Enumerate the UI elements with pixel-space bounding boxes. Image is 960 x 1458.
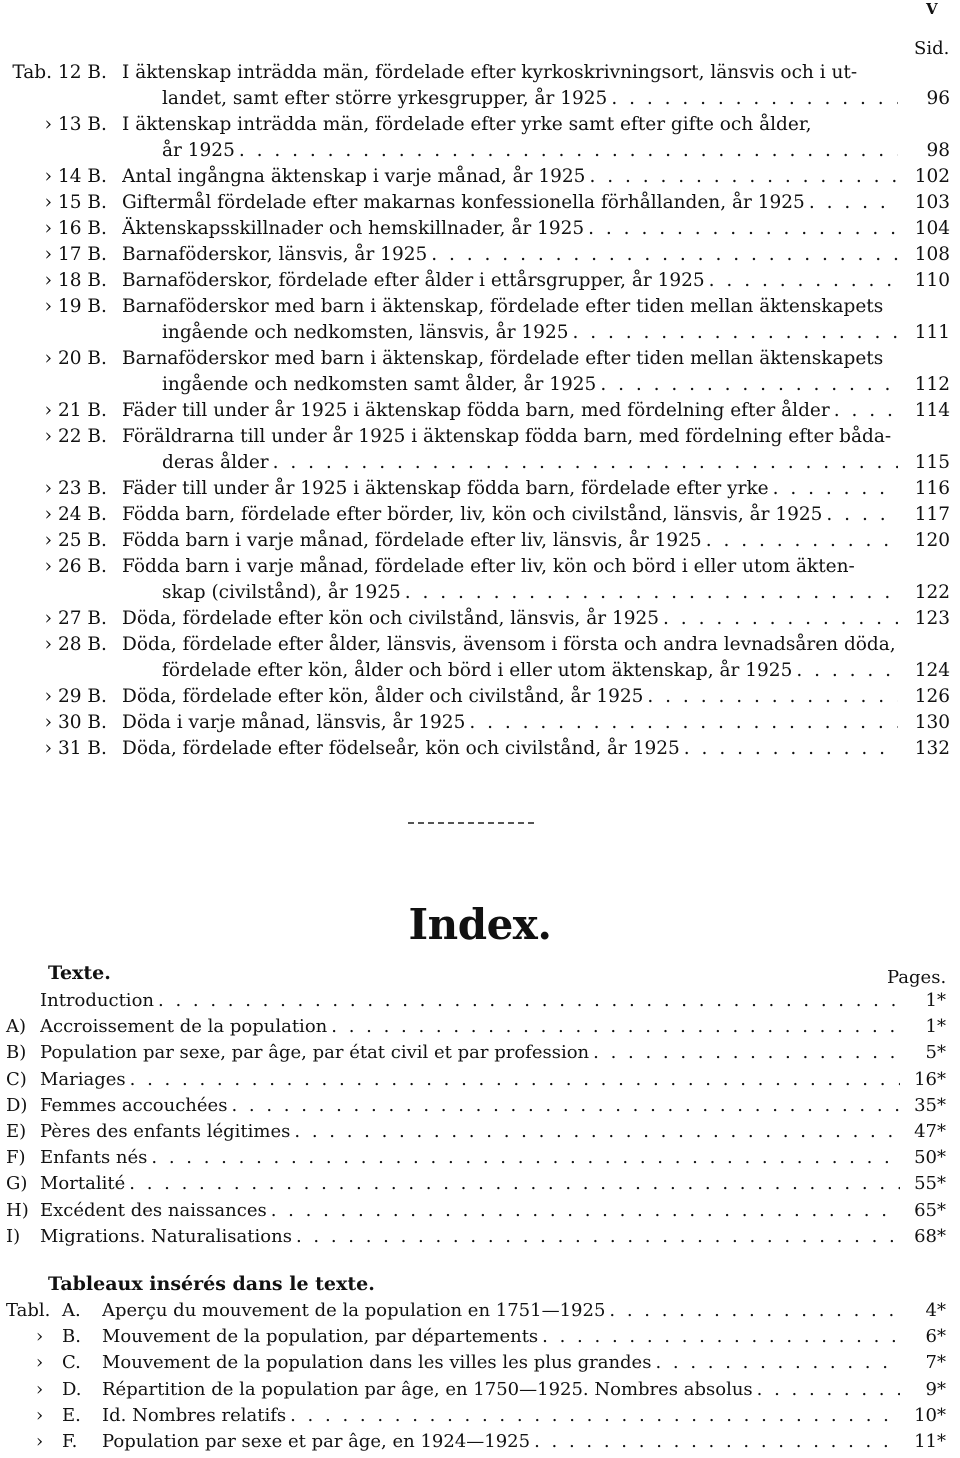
toc-label: 14 B.	[58, 166, 107, 187]
tableau-title-wrap	[102, 1377, 906, 1403]
toc-title	[122, 346, 904, 372]
toc-entry	[0, 190, 960, 216]
dot-leader	[296, 1224, 900, 1250]
toc-label: 25 B.	[58, 530, 107, 551]
toc-prefix: ›	[44, 348, 52, 369]
tableau-prefix: ›	[36, 1431, 44, 1453]
toc-page: 104	[914, 218, 950, 239]
index-label: G)	[6, 1173, 28, 1195]
toc-line	[0, 294, 960, 320]
toc-label: 31 B.	[58, 738, 107, 759]
toc-title-text: Fäder till under år 1925 i äktenskap födda barn, med fördelning efter ålder	[122, 400, 830, 421]
toc-label: 13 B.	[58, 114, 107, 135]
toc-line	[0, 502, 960, 528]
dot-leader	[331, 1014, 900, 1040]
toc-prefix: ›	[44, 244, 52, 265]
tableau-label: E.	[62, 1404, 81, 1426]
toc-page: 117	[914, 504, 950, 525]
toc-entry	[0, 112, 960, 164]
dot-leader	[826, 502, 898, 528]
tableau-page: 4*	[925, 1300, 946, 1321]
toc-label: 20 B.	[58, 348, 107, 369]
toc-page: 108	[914, 244, 950, 265]
index-title-text-wrap	[40, 1119, 906, 1145]
toc-line	[0, 86, 960, 112]
toc-page: 102	[914, 166, 950, 187]
toc-entry	[0, 242, 960, 268]
toc-label: 19 B.	[58, 296, 107, 317]
toc-title	[122, 242, 904, 268]
index-entry	[0, 1119, 960, 1145]
toc-title-text: Barnaföderskor med barn i äktenskap, fördelade efter tiden mellan äktenskapets	[122, 348, 884, 369]
toc-line	[0, 476, 960, 502]
toc-title	[162, 138, 904, 164]
toc-label: 12 B.	[58, 62, 107, 83]
toc-title	[162, 658, 904, 684]
index-title-text-wrap	[40, 1145, 906, 1171]
dot-leader	[709, 268, 898, 294]
toc-line	[0, 658, 960, 684]
index-text: Enfants nés	[40, 1147, 148, 1169]
toc-prefix: ›	[44, 556, 52, 577]
toc-prefix: ›	[44, 166, 52, 187]
dot-leader	[593, 1040, 900, 1066]
toc-line	[0, 424, 960, 450]
index-text: Introduction	[40, 990, 154, 1011]
sid-column-header: Sid.	[914, 38, 950, 59]
toc-label: 22 B.	[58, 426, 107, 447]
tableau-entry	[0, 1324, 960, 1350]
tableau-entry	[0, 1350, 960, 1376]
toc-title-text: deras ålder	[162, 452, 269, 473]
tableau-entry	[0, 1403, 960, 1429]
toc-title	[162, 86, 904, 112]
toc-title-text: Föräldrarna till under år 1925 i äktenskap födda barn, med fördelning efter båda-	[122, 426, 892, 447]
toc-line	[0, 190, 960, 216]
toc-prefix: ›	[44, 504, 52, 525]
tableaux-list	[0, 1298, 960, 1455]
toc-title-text: I äktenskap inträdda män, fördelade efter yrke samt efter gifte och ålder,	[122, 114, 812, 135]
toc-page: 96	[926, 88, 950, 109]
toc-entry	[0, 164, 960, 190]
toc-title-text: Döda, fördelade efter födelseår, kön och civilstånd, år 1925	[122, 738, 680, 759]
toc-line	[0, 528, 960, 554]
index-title-text-wrap	[40, 1040, 906, 1066]
tableaux-heading: Tableaux insérés dans le texte.	[48, 1273, 375, 1295]
toc-title-text: Döda, fördelade efter ålder, länsvis, ävensom i första och andra levnadsåren döda,	[122, 634, 896, 655]
tableau-entry	[0, 1298, 960, 1324]
toc-title	[122, 502, 904, 528]
dot-leader	[294, 1119, 900, 1145]
toc-line	[0, 606, 960, 632]
toc-title-text: fördelade efter kön, ålder och börd i eller utom äktenskap, år 1925	[162, 660, 793, 681]
toc-prefix: ›	[44, 712, 52, 733]
dot-leader	[158, 988, 900, 1014]
toc-title	[122, 190, 904, 216]
toc-prefix: ›	[44, 738, 52, 759]
toc-label: 27 B.	[58, 608, 107, 629]
index-page: 55*	[914, 1173, 946, 1195]
toc-line	[0, 346, 960, 372]
toc-title-text: skap (civilstånd), år 1925	[162, 582, 401, 603]
tableau-text: Population par sexe et par âge, en 1924—1925	[102, 1431, 531, 1453]
tableau-label: A.	[62, 1300, 81, 1321]
index-entry	[0, 988, 960, 1014]
toc-page: 130	[914, 712, 950, 733]
index-text: Excédent des naissances	[40, 1199, 267, 1221]
toc-page: 110	[914, 270, 950, 291]
dot-leader	[239, 138, 898, 164]
toc-prefix: ›	[44, 530, 52, 551]
toc-title	[122, 736, 904, 762]
toc-entry	[0, 684, 960, 710]
toc-line	[0, 320, 960, 346]
toc-title-text: landet, samt efter större yrkesgrupper, år 1925	[162, 88, 608, 109]
dot-leader	[611, 86, 898, 112]
index-entry	[0, 1014, 960, 1040]
index-text: Mortalité	[40, 1173, 126, 1195]
tableau-prefix: ›	[36, 1378, 44, 1400]
toc-page: 120	[914, 530, 950, 551]
toc-title	[122, 684, 904, 710]
toc-prefix: ›	[44, 400, 52, 421]
toc-title-text: Barnaföderskor, fördelade efter ålder i ettårsgrupper, år 1925	[122, 270, 705, 291]
index-page: 68*	[914, 1225, 946, 1247]
toc-title	[122, 606, 904, 632]
toc-entry	[0, 294, 960, 346]
index-label: C)	[6, 1068, 27, 1090]
dot-leader	[405, 580, 898, 606]
index-text: Population par sexe, par âge, par état civil et par profession	[40, 1042, 590, 1064]
toc-title-text: Födda barn, fördelade efter börder, liv, kön och civilstånd, länsvis, år 1925	[122, 504, 823, 525]
dot-leader	[655, 1350, 900, 1376]
tableau-title-wrap	[102, 1350, 906, 1376]
toc-title	[122, 528, 904, 554]
index-title: Index.	[408, 900, 552, 949]
toc-entry	[0, 736, 960, 762]
toc-title	[162, 320, 904, 346]
tableau-prefix: Tabl.	[6, 1300, 51, 1321]
dot-leader	[609, 1298, 900, 1324]
toc-title-text: Äktenskapsskillnader och hemskillnader, år 1925	[122, 218, 585, 239]
toc-page: 103	[914, 192, 950, 213]
toc-line	[0, 372, 960, 398]
tableau-page: 11*	[914, 1431, 946, 1453]
index-page: 47*	[914, 1121, 946, 1143]
index-label: A)	[6, 1016, 27, 1038]
tableau-entry	[0, 1377, 960, 1403]
index-entry	[0, 1224, 960, 1250]
dot-leader	[534, 1429, 900, 1455]
tableau-label: C.	[62, 1352, 81, 1374]
index-title-text-wrap	[40, 1224, 906, 1250]
toc-label: 17 B.	[58, 244, 107, 265]
toc-line	[0, 736, 960, 762]
index-title-text-wrap	[40, 1067, 906, 1093]
dot-leader	[809, 190, 898, 216]
index-entry	[0, 1093, 960, 1119]
toc-entry	[0, 554, 960, 606]
dot-leader	[290, 1403, 900, 1429]
toc-entry	[0, 398, 960, 424]
toc-entry	[0, 216, 960, 242]
tableau-title-wrap	[102, 1403, 906, 1429]
toc-entry	[0, 60, 960, 112]
tableau-title-wrap	[102, 1429, 906, 1455]
toc-page: 122	[914, 582, 950, 603]
dot-leader	[573, 320, 899, 346]
toc-title-text: Födda barn i varje månad, fördelade efter liv, länsvis, år 1925	[122, 530, 702, 551]
index-label: D)	[6, 1094, 28, 1116]
toc-prefix: ›	[44, 192, 52, 213]
toc-prefix: ›	[44, 608, 52, 629]
toc-prefix: ›	[44, 634, 52, 655]
index-title-text-wrap	[40, 1198, 906, 1224]
tableau-text: Répartition de la population par âge, en 1750—1925. Nombres absolus	[102, 1378, 753, 1400]
toc-prefix: ›	[44, 296, 52, 317]
toc-title-text: Döda, fördelade efter kön, ålder och civilstånd, år 1925	[122, 686, 644, 707]
tableau-prefix: ›	[36, 1352, 44, 1374]
toc-title	[122, 268, 904, 294]
toc-label: 30 B.	[58, 712, 107, 733]
toc-line	[0, 450, 960, 476]
dot-leader	[588, 216, 898, 242]
toc-line	[0, 242, 960, 268]
toc-page: 112	[914, 374, 950, 395]
dot-leader	[130, 1067, 900, 1093]
toc-page: 116	[914, 478, 950, 499]
toc-label: 28 B.	[58, 634, 107, 655]
toc-label: 16 B.	[58, 218, 107, 239]
toc-title-text: I äktenskap inträdda män, fördelade efter kyrkoskrivningsort, länsvis och i ut-	[122, 62, 858, 83]
dot-leader	[431, 242, 898, 268]
toc-line	[0, 60, 960, 86]
table-of-contents	[0, 60, 960, 762]
toc-title	[122, 554, 904, 580]
toc-title	[122, 398, 904, 424]
dot-leader	[834, 398, 898, 424]
toc-line	[0, 112, 960, 138]
index-page: 5*	[925, 1042, 946, 1064]
toc-title-text: Födda barn i varje månad, fördelade efter liv, kön och börd i eller utom äkten-	[122, 556, 855, 577]
index-page: 1*	[925, 1016, 946, 1038]
toc-label: 23 B.	[58, 478, 107, 499]
toc-line	[0, 138, 960, 164]
toc-page: 111	[914, 322, 950, 343]
toc-title	[162, 450, 904, 476]
toc-line	[0, 268, 960, 294]
toc-prefix: ›	[44, 686, 52, 707]
toc-line	[0, 580, 960, 606]
dot-leader	[151, 1145, 900, 1171]
dot-leader	[796, 658, 898, 684]
toc-page: 124	[914, 660, 950, 681]
dot-leader	[684, 736, 898, 762]
index-page: 35*	[914, 1094, 946, 1116]
dot-leader	[271, 1198, 900, 1224]
index-label: H)	[6, 1199, 29, 1221]
toc-line	[0, 164, 960, 190]
index-text: Accroissement de la population	[40, 1016, 328, 1038]
dot-leader	[273, 450, 898, 476]
dot-leader	[129, 1171, 900, 1197]
toc-line	[0, 710, 960, 736]
toc-title-text: ingående och nedkomsten samt ålder, år 1925	[162, 374, 597, 395]
page-number: V	[926, 0, 938, 18]
toc-title-text: år 1925	[162, 140, 235, 161]
index-title-text-wrap	[40, 988, 906, 1014]
toc-page: 98	[926, 140, 950, 161]
toc-line	[0, 216, 960, 242]
tableau-text: Mouvement de la population, par départements	[102, 1326, 539, 1348]
dot-leader	[589, 164, 898, 190]
toc-title-text: Barnaföderskor med barn i äktenskap, fördelade efter tiden mellan äktenskapets	[122, 296, 884, 317]
toc-title	[122, 216, 904, 242]
dot-leader	[663, 606, 898, 632]
toc-prefix: ›	[44, 114, 52, 135]
dot-leader	[542, 1324, 900, 1350]
toc-page: 114	[914, 400, 950, 421]
toc-entry	[0, 632, 960, 684]
toc-title-text: Barnaföderskor, länsvis, år 1925	[122, 244, 428, 265]
toc-label: 18 B.	[58, 270, 107, 291]
toc-title-text: ingående och nedkomsten, länsvis, år 1925	[162, 322, 569, 343]
tableau-title-wrap	[102, 1298, 906, 1324]
index-page: 50*	[914, 1147, 946, 1169]
toc-title	[122, 60, 904, 86]
toc-title	[122, 112, 904, 138]
dot-leader	[647, 684, 898, 710]
index-page: 1*	[925, 990, 946, 1011]
toc-entry	[0, 606, 960, 632]
dot-leader	[773, 476, 898, 502]
tableau-page: 7*	[925, 1352, 946, 1374]
toc-entry	[0, 502, 960, 528]
toc-page: 126	[914, 686, 950, 707]
index-entry	[0, 1145, 960, 1171]
index-text: Mariages	[40, 1068, 126, 1090]
dot-leader	[706, 528, 898, 554]
toc-line	[0, 684, 960, 710]
toc-line	[0, 398, 960, 424]
index-page: 65*	[914, 1199, 946, 1221]
toc-line	[0, 632, 960, 658]
toc-label: 29 B.	[58, 686, 107, 707]
toc-title	[122, 424, 904, 450]
toc-title	[122, 476, 904, 502]
tableau-prefix: ›	[36, 1326, 44, 1348]
toc-entry	[0, 346, 960, 398]
index-page: 16*	[914, 1068, 946, 1090]
toc-title-text: Döda i varje månad, länsvis, år 1925	[122, 712, 466, 733]
index-title-text-wrap	[40, 1171, 906, 1197]
toc-label: 15 B.	[58, 192, 107, 213]
tableau-page: 10*	[914, 1404, 946, 1426]
index-entry	[0, 1040, 960, 1066]
tableau-label: F.	[62, 1431, 78, 1453]
tableau-text: Mouvement de la population dans les villes les plus grandes	[102, 1352, 652, 1374]
tableau-text: Aperçu du mouvement de la population en 1751—1925	[102, 1300, 606, 1321]
toc-prefix: ›	[44, 478, 52, 499]
index-text: Pères des enfants légitimes	[40, 1121, 291, 1143]
toc-entry	[0, 528, 960, 554]
section-divider	[408, 822, 534, 824]
toc-entry	[0, 476, 960, 502]
dot-leader	[757, 1377, 900, 1403]
tableau-prefix: ›	[36, 1404, 44, 1426]
index-text: Femmes accouchées	[40, 1094, 228, 1116]
tableau-entry	[0, 1429, 960, 1455]
toc-title	[162, 580, 904, 606]
toc-prefix: ›	[44, 426, 52, 447]
toc-prefix: ›	[44, 270, 52, 291]
toc-page: 132	[914, 738, 950, 759]
index-label: E)	[6, 1121, 27, 1143]
index-text: Migrations. Naturalisations	[40, 1225, 292, 1247]
toc-prefix: Tab.	[12, 62, 52, 83]
tableau-label: D.	[62, 1378, 82, 1400]
toc-entry	[0, 424, 960, 476]
dot-leader	[600, 372, 898, 398]
toc-title-text: Fäder till under år 1925 i äktenskap födda barn, fördelade efter yrke	[122, 478, 769, 499]
toc-page: 123	[914, 608, 950, 629]
index-label: I)	[6, 1225, 21, 1247]
toc-prefix: ›	[44, 218, 52, 239]
pages-column-header: Pages.	[887, 967, 947, 988]
toc-label: 26 B.	[58, 556, 107, 577]
toc-title-text: Antal ingångna äktenskap i varje månad, år 1925	[122, 166, 586, 187]
toc-entry	[0, 710, 960, 736]
toc-title	[122, 164, 904, 190]
toc-line	[0, 554, 960, 580]
toc-title	[122, 632, 904, 658]
toc-entry	[0, 268, 960, 294]
texte-list	[0, 988, 960, 1250]
tableau-title-wrap	[102, 1324, 906, 1350]
index-label: F)	[6, 1147, 26, 1169]
tableau-page: 9*	[925, 1378, 946, 1400]
index-entry	[0, 1171, 960, 1197]
texte-heading: Texte.	[48, 962, 111, 984]
toc-title	[122, 294, 904, 320]
tableau-label: B.	[62, 1326, 81, 1348]
toc-title-text: Giftermål fördelade efter makarnas konfessionella förhållanden, år 1925	[122, 192, 805, 213]
tableau-text: Id. Nombres relatifs	[102, 1404, 287, 1426]
index-entry	[0, 1067, 960, 1093]
index-label: B)	[6, 1042, 27, 1064]
dot-leader	[231, 1093, 900, 1119]
index-entry	[0, 1198, 960, 1224]
dot-leader	[469, 710, 898, 736]
toc-label: 21 B.	[58, 400, 107, 421]
toc-page: 115	[914, 452, 950, 473]
toc-title	[162, 372, 904, 398]
index-title-text-wrap	[40, 1093, 906, 1119]
index-title-text-wrap	[40, 1014, 906, 1040]
toc-title-text: Döda, fördelade efter kön och civilstånd, länsvis, år 1925	[122, 608, 660, 629]
toc-label: 24 B.	[58, 504, 107, 525]
toc-title	[122, 710, 904, 736]
tableau-page: 6*	[925, 1326, 946, 1348]
